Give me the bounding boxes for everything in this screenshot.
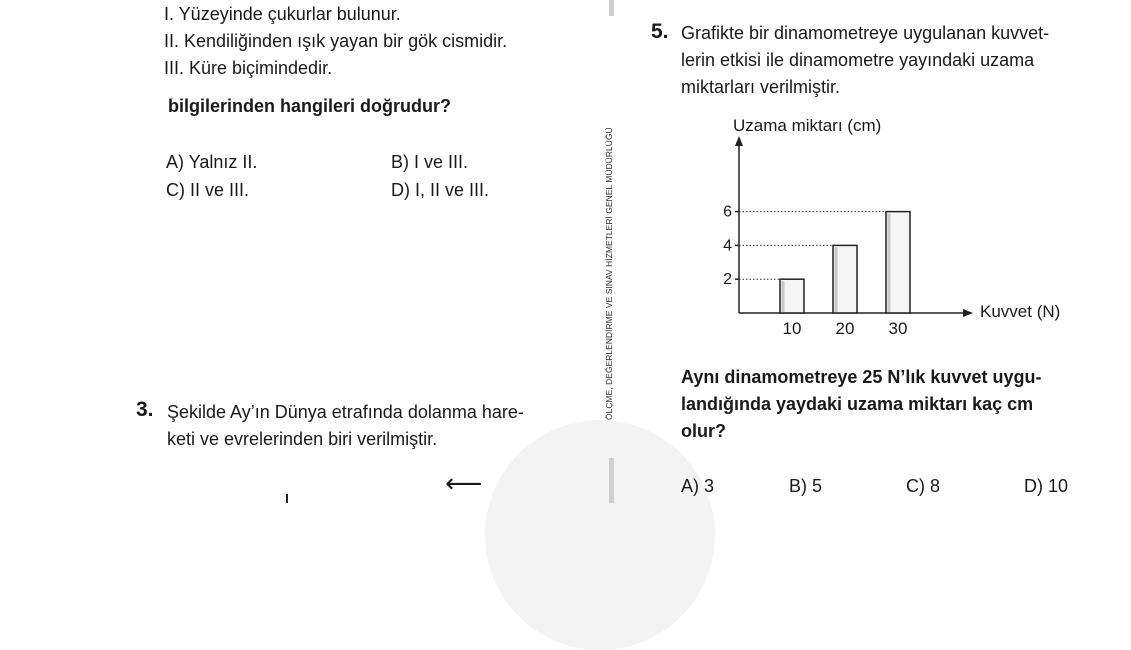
option-5-d[interactable]: D) 10 — [1024, 476, 1069, 496]
y-axis-label: Uzama miktarı (cm) — [733, 116, 882, 135]
x-axis-label: Kuvvet (N) — [980, 302, 1061, 321]
question-prompt: bilgilerinden hangileri doğrudur? — [168, 96, 451, 116]
x-tick-label-10: 10 — [782, 319, 802, 338]
option-c[interactable]: C) II ve III. — [166, 180, 250, 200]
question-3-line-2: keti ve evrelerinden biri verilmiştir. — [167, 429, 438, 449]
question-3-number: 3. — [136, 398, 154, 421]
question-5-line-3: miktarları verilmiştir. — [681, 77, 841, 97]
statement-3: III. Küre biçimindedir. — [164, 58, 333, 78]
option-a[interactable]: A) Yalnız II. — [166, 152, 258, 172]
x-tick-label-30: 30 — [888, 319, 908, 338]
question-3-line-1: Şekilde Ay’ın Dünya etrafında dolanma hare- — [167, 402, 524, 422]
statement-2: II. Kendiliğinden ışık yayan bir gök cismidir. — [164, 31, 508, 51]
option-5-c[interactable]: C) 8 — [906, 476, 941, 496]
y-tick-label-2: 4 — [723, 237, 732, 255]
side-publisher-text: ÖLÇME, DEĞERLENDİRME VE SINAV HİZMETLERİ GENEL MÜDÜRLÜĞÜ — [604, 127, 614, 420]
x-axis-arrow-icon — [963, 309, 973, 317]
x-tick-label-20: 20 — [835, 319, 855, 338]
option-b[interactable]: B) I ve III. — [391, 152, 469, 172]
y-tick-label-3: 6 — [723, 203, 732, 221]
option-5-a[interactable]: A) 3 — [681, 476, 715, 496]
question-5-line-2: lerin etkisi ile dinamometre yayındaki uzama — [681, 50, 1035, 70]
y-axis-arrow-icon — [735, 136, 743, 146]
y-tick-label-1: 2 — [723, 271, 732, 289]
question-5-ask-line-3: olur? — [681, 421, 726, 441]
option-5-b[interactable]: B) 5 — [789, 476, 823, 496]
question-5-ask-line-1: Aynı dinamometreye 25 N’lık kuvvet uygu- — [681, 367, 1042, 387]
left-arrow-icon: ⟵ — [445, 468, 483, 498]
question-5-number: 5. — [651, 20, 669, 43]
statement-1: I. Yüzeyinde çukurlar bulunur. — [164, 4, 401, 24]
question-5-ask-line-2: landığında yaydaki uzama miktarı kaç cm — [681, 394, 1034, 414]
question-5-line-1: Grafikte bir dinamometreye uygulanan kuvvet- — [681, 23, 1050, 43]
option-d[interactable]: D) I, II ve III. — [391, 180, 490, 200]
